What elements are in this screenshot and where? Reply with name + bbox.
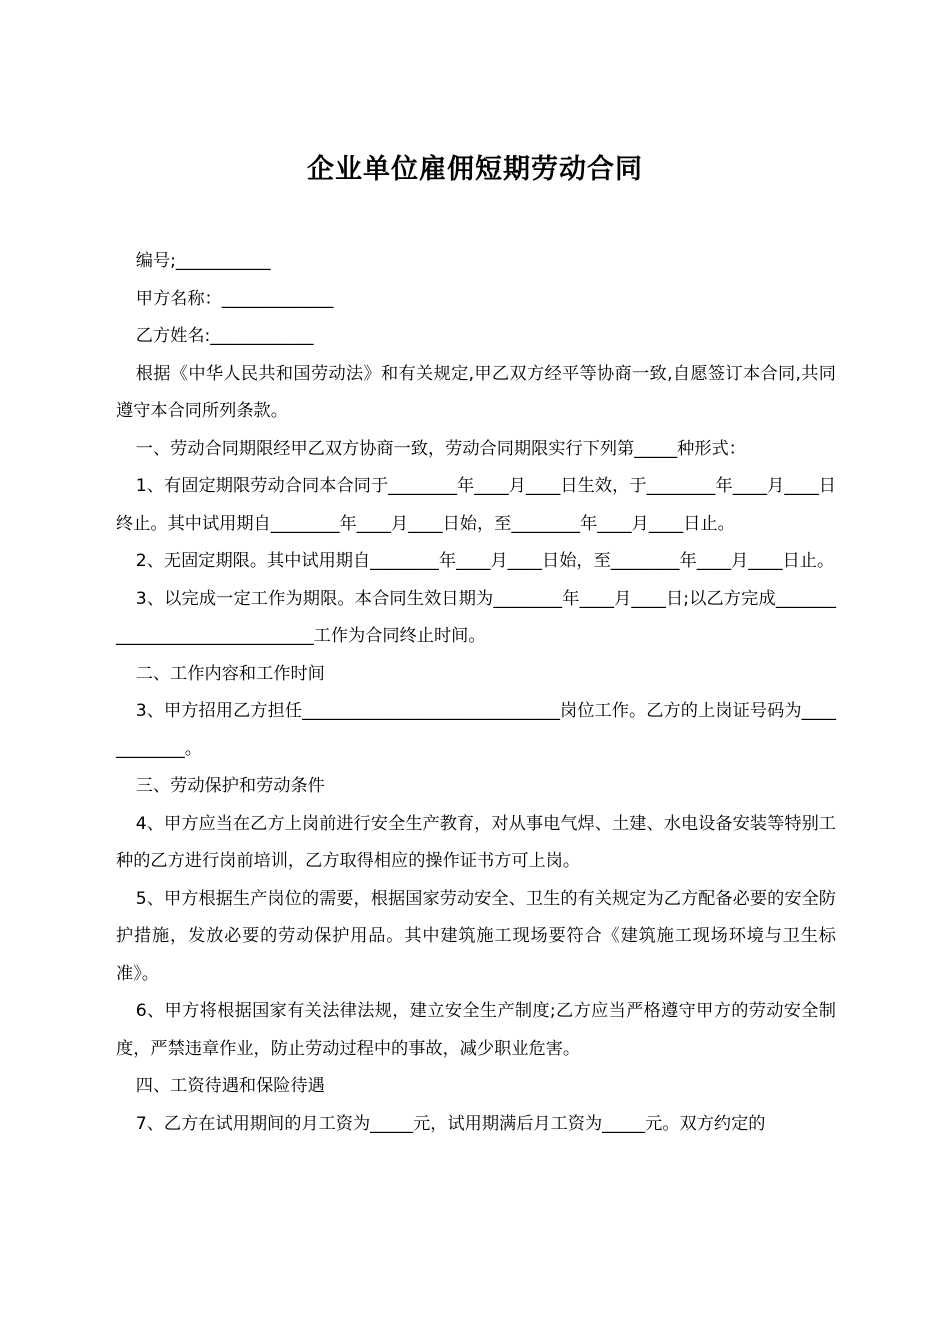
document-title: 企业单位雇佣短期劳动合同	[307, 154, 643, 186]
section-heading-protection: 三、劳动保护和劳动条件	[135, 776, 325, 796]
party-b-name-field: 乙方姓名:____________	[135, 326, 314, 346]
section-heading-wages: 四、工资待遇和保险待遇	[135, 1076, 325, 1096]
contract-number-field: 编号;___________	[135, 251, 271, 271]
clause-safety-training: 4、甲方应当在乙方上岗前进行安全生产教育，对从事电气焊、土建、水电设备安装等特别工种的乙方进行岗前培训，乙方取得相应的操作证书方可上岗。	[116, 813, 836, 871]
section-heading-work: 二、工作内容和工作时间	[135, 663, 325, 684]
clause-safety-system: 6、甲方将根据国家有关法律法规，建立安全生产制度;乙方应当严格遵守甲方的劳动安全制度，严禁违章作业，防止劳动过程中的事故，减少职业危害。	[116, 1001, 836, 1059]
clause-open-term: 2、无固定期限。其中试用期自________年____月____日始，至________年____月____日止。	[135, 551, 835, 571]
clause-wages: 7、乙方在试用期间的月工资为_____元，试用期满后月工资为_____元。双方约定的	[135, 1113, 766, 1134]
clause-protective-measures: 5、甲方根据生产岗位的需要，根据国家劳动安全、卫生的有关规定为乙方配备必要的安全防护措施，发放必要的劳动保护用品。其中建筑施工现场要符合《建筑施工现场环境与卫生标准》。	[116, 888, 836, 984]
clause-task-term: 3、以完成一定工作为期限。本合同生效日期为________年____月____日;以乙方完成______________________________工作为合同终止时间。	[116, 588, 836, 646]
clause-position: 3、甲方招用乙方担任______________________________岗位工作。乙方的上岗证号码为____________。	[116, 701, 836, 759]
clause-fixed-term: 1、有固定期限劳动合同本合同于________年____月____日生效，于________年____月____日终止。其中试用期自________年____月____日始，至________年____月____日止。	[116, 476, 836, 534]
party-a-name-field: 甲方名称：_____________	[135, 288, 334, 309]
contract-body	[116, 243, 836, 1143]
section-heading-term: 一、劳动合同期限经甲乙双方协商一致，劳动合同期限实行下列第_____种形式：	[135, 438, 746, 459]
preamble-paragraph: 根据《中华人民共和国劳动法》和有关规定,甲乙双方经平等协商一致,自愿签订本合同,共同遵守本合同所列条款。	[116, 363, 836, 421]
